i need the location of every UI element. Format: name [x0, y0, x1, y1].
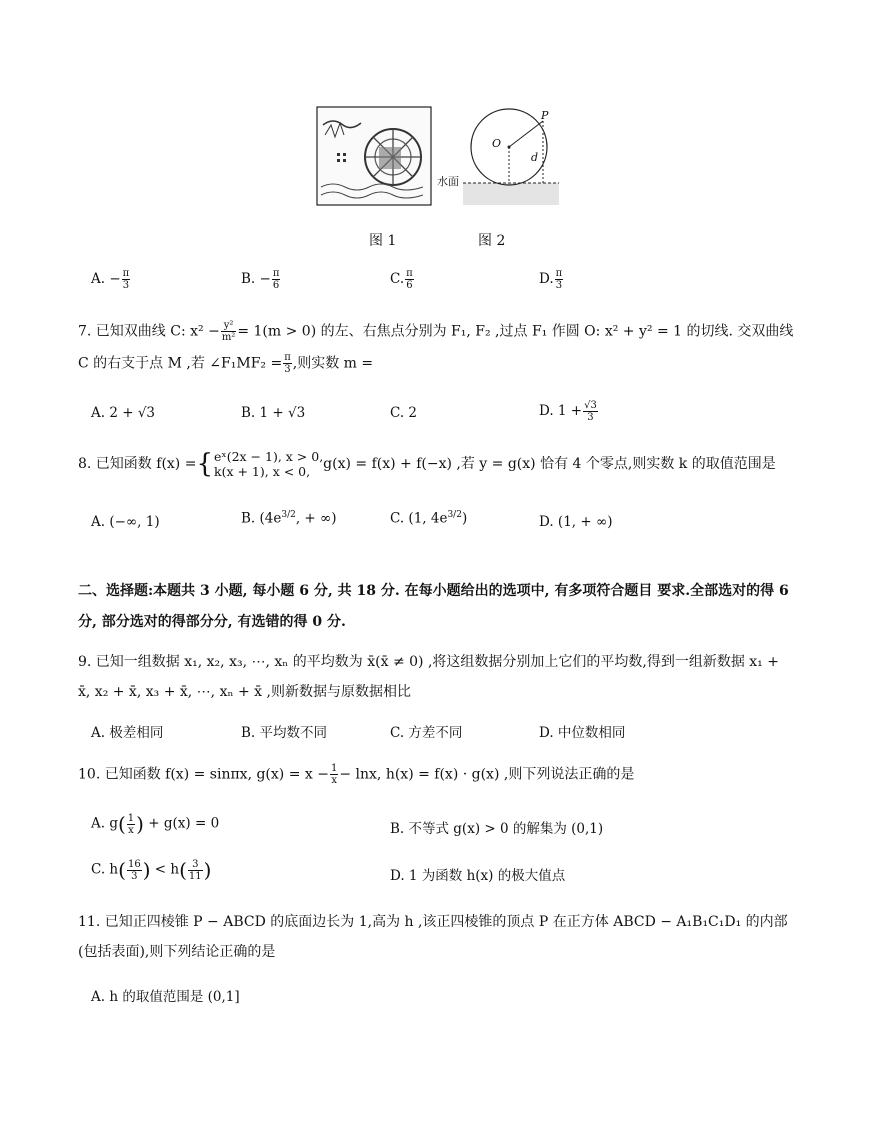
q9-option-d: D. 中位数相同 — [539, 725, 626, 741]
q9-stem-line2: x̄, x₂ + x̄, x₃ + x̄, ⋯, xₙ + x̄ ,则新数据与原数据相比 — [78, 684, 411, 700]
q8-option-b: B. ($4e^{3/2}$, + ∞) — [241, 510, 337, 527]
figure-2-circle-diagram — [463, 109, 559, 205]
q11-option-a: A. h 的取值范围是 (0,1] — [91, 989, 240, 1005]
figure-images — [315, 105, 565, 215]
q9-option-c: C. 方差不同 — [390, 725, 463, 741]
q7-stem-line1: 7. 已知双曲线 C: x² − $\frac{\text{y²}}{\text{m²}}$ = 1(m > 0) 的左、右焦点分别为 F₁, F₂ ,过点 F₁ 作圆 O: x² + y² = 1 的切线. 交双曲线 — [78, 320, 794, 343]
figure-1-caption: 图 1 — [369, 233, 397, 249]
figure-2-caption: 图 2 — [478, 233, 506, 249]
q8-stem: 8. 已知函数 f(x) ={ eˣ(2x − 1), x > 0, k(x + 1), x < 0, g(x) = f(x) + f(−x) ,若 y = g(x) 恰有 4 个零点,则实数 k 的取值范围是 — [78, 449, 776, 479]
q6-option-d: D. $\frac{\pi}{3}$ — [539, 268, 563, 291]
figure-2-label-o: O — [492, 137, 502, 150]
q10-option-a: A. g( $\frac{1}{x}$ ) + g(x) = 0 — [91, 812, 220, 836]
q11-stem-line2: (包括表面),则下列结论正确的是 — [78, 944, 276, 960]
q8-option-d: D. (1, + ∞) — [539, 514, 613, 530]
q7-option-a: A. 2 + √3 — [91, 405, 156, 421]
figure-2-label-d: d — [531, 151, 539, 164]
q10-option-c: C. h( $\frac{16}{3}$ ) < h( $\frac{3}{11}$ ) — [91, 858, 212, 882]
section-2-heading-line1: 二、选择题:本题共 3 小题, 每小题 6 分, 共 18 分. 在每小题给出的选项中, 有多项符合题目 要求.全部选对的得 6 — [78, 583, 789, 599]
q8-option-c: C. (1, $4e^{3/2}$) — [390, 510, 468, 527]
q9-stem-line1: 9. 已知一组数据 x₁, x₂, x₃, ⋯, xₙ 的平均数为 x̄(x̄ ≠ 0) ,将这组数据分别加上它们的平均数,得到一组新数据 x₁ + — [78, 654, 779, 670]
q10-option-b: B. 不等式 g(x) > 0 的解集为 (0,1) — [390, 821, 604, 837]
q8-option-a: A. (−∞, 1) — [91, 514, 160, 530]
q10-stem: 10. 已知函数 f(x) = sinπx, g(x) = x − $\frac{1}{x}$ − lnx, h(x) = f(x) · g(x) ,则下列说法正确的是 — [78, 763, 635, 786]
q6-option-b: B. − $\frac{\pi}{6}$ — [241, 268, 280, 291]
q9-option-a: A. 极差相同 — [91, 725, 164, 741]
q6-option-c: C. $\frac{\pi}{6}$ — [390, 268, 413, 291]
q7-option-c: C. 2 — [390, 405, 418, 421]
q11-stem-line1: 11. 已知正四棱锥 P − ABCD 的底面边长为 1,高为 h ,该正四棱锥的顶点 P 在正方体 ABCD − A₁B₁C₁D₁ 的内部 — [78, 914, 788, 930]
section-2-heading-line2: 分, 部分选对的得部分分, 有选错的得 0 分. — [78, 614, 346, 630]
q10-option-d: D. 1 为函数 h(x) 的极大值点 — [390, 868, 566, 884]
figure-1-waterwheel-image — [317, 107, 431, 205]
q6-option-a: A. − $\frac{\pi}{3}$ — [91, 268, 130, 291]
figure-2-water-label: 水面 — [437, 175, 459, 188]
figure-2-label-p: P — [541, 109, 549, 122]
q7-option-b: B. 1 + √3 — [241, 405, 306, 421]
q7-stem-line2: C 的右支于点 M ,若 ∠F₁MF₂ = $\frac{\pi}{3}$ ,则实数 m = — [78, 352, 374, 375]
q7-option-d: D. 1 + $\frac{√3}{3}$ — [539, 400, 597, 423]
q9-option-b: B. 平均数不同 — [241, 725, 328, 741]
figures-area — [315, 105, 565, 215]
